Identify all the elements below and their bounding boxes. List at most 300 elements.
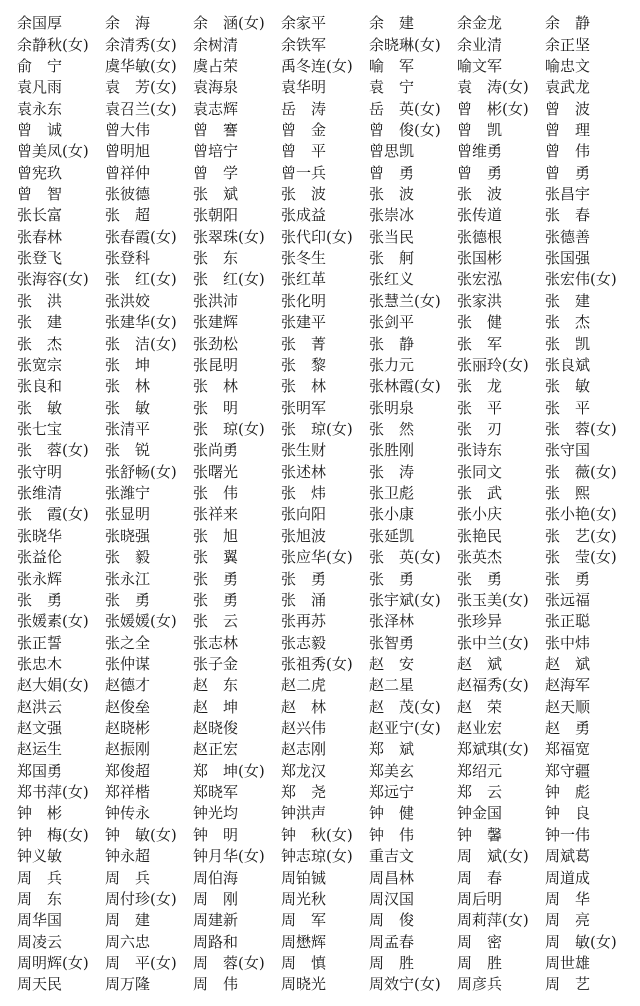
name-cell: 张 波 xyxy=(281,185,327,204)
name-cell: 张明泉 xyxy=(369,398,415,417)
name-cell: 岳 涛 xyxy=(281,99,327,118)
name-cell: 周后明 xyxy=(457,889,503,908)
name-cell: 张建平 xyxy=(281,313,327,332)
name-cell: 张应华(女) xyxy=(281,548,353,567)
name-cell: 曾培宁 xyxy=(193,142,239,161)
name-cell: 张 平 xyxy=(545,398,591,417)
name-cell: 郑福宽 xyxy=(545,740,591,759)
name-cell: 张智勇 xyxy=(369,633,415,652)
name-cell: 袁志辉 xyxy=(193,99,239,118)
name-cell: 张良斌 xyxy=(545,355,591,374)
name-cell: 曾 凯 xyxy=(457,120,503,139)
name-cell: 钟 彪 xyxy=(545,783,591,802)
name-cell: 曾 彬(女) xyxy=(457,99,529,118)
name-cell: 余树清 xyxy=(193,35,239,54)
name-cell: 赵兴伟 xyxy=(281,719,327,738)
name-cell: 曾维勇 xyxy=(457,142,503,161)
name-cell: 周伯海 xyxy=(193,868,239,887)
name-cell: 曾明旭 xyxy=(105,142,151,161)
name-row xyxy=(17,462,633,483)
name-cell: 赵晓彬 xyxy=(105,719,151,738)
name-cell: 张 波 xyxy=(457,185,503,204)
name-cell: 赵 勇 xyxy=(545,719,591,738)
name-cell: 赵 斌 xyxy=(457,654,503,673)
name-cell: 喻文军 xyxy=(457,56,503,75)
name-cell: 钟 伟 xyxy=(369,825,415,844)
name-cell: 张尚勇 xyxy=(193,441,239,460)
name-cell: 张 坤 xyxy=(105,355,151,374)
name-cell: 张 黎 xyxy=(281,355,327,374)
name-cell: 张 炜 xyxy=(281,484,327,503)
name-row xyxy=(17,675,633,696)
name-cell: 周 春 xyxy=(457,868,503,887)
name-cell: 郑俊超 xyxy=(105,761,151,780)
name-cell: 张翠珠(女) xyxy=(193,227,265,246)
name-cell: 张潍宁 xyxy=(105,484,151,503)
name-cell: 张小康 xyxy=(369,505,415,524)
name-cell: 曾 理 xyxy=(545,120,591,139)
name-cell: 张诗东 xyxy=(457,441,503,460)
name-cell: 曾 勇 xyxy=(545,163,591,182)
name-cell: 张宏伟(女) xyxy=(545,270,617,289)
name-row xyxy=(17,355,633,376)
name-cell: 张胜刚 xyxy=(369,441,415,460)
name-cell: 张长富 xyxy=(17,206,63,225)
name-cell: 张 云 xyxy=(193,612,239,631)
name-row xyxy=(17,376,633,397)
name-cell: 周 华 xyxy=(545,889,591,908)
name-cell: 张七宝 xyxy=(17,420,63,438)
name-cell: 张 静 xyxy=(369,334,415,353)
name-cell: 张 莹(女) xyxy=(545,548,617,567)
name-cell: 张 翼 xyxy=(193,548,239,567)
name-cell: 郑书萍(女) xyxy=(17,783,89,802)
name-cell: 赵亚宁(女) xyxy=(369,719,441,738)
name-cell: 张向阳 xyxy=(281,505,327,524)
name-cell: 张延凯 xyxy=(369,526,415,545)
name-cell: 周昌林 xyxy=(369,868,415,887)
name-cell: 张子金 xyxy=(193,654,239,673)
name-cell: 钟 秋(女) xyxy=(281,825,353,844)
name-cell: 曾 平 xyxy=(281,142,327,161)
name-cell: 张 蓉(女) xyxy=(545,420,617,438)
name-cell: 张 勇 xyxy=(457,569,503,588)
name-cell: 张 熙 xyxy=(545,484,591,503)
name-cell: 钟传永 xyxy=(105,804,151,823)
name-cell: 周晓光 xyxy=(281,975,327,994)
name-cell: 赵 林 xyxy=(281,697,327,716)
name-cell: 张丽玲(女) xyxy=(457,355,529,374)
name-cell: 曾 勇 xyxy=(457,163,503,182)
name-cell: 张中兰(女) xyxy=(457,633,529,652)
name-cell: 周天民 xyxy=(17,975,63,994)
name-cell: 张化明 xyxy=(281,291,327,310)
name-row xyxy=(17,141,633,162)
name-cell: 张良和 xyxy=(17,377,63,396)
name-cell: 张国彬 xyxy=(457,249,503,268)
name-row xyxy=(17,205,633,226)
name-cell: 张维清 xyxy=(17,484,63,503)
name-row xyxy=(17,419,633,440)
name-cell: 周莉萍(女) xyxy=(457,911,529,930)
name-cell: 张代印(女) xyxy=(281,227,353,246)
name-cell: 钟月华(女) xyxy=(193,847,265,866)
name-cell: 张 斌 xyxy=(193,185,239,204)
name-cell: 钟一伟 xyxy=(545,825,591,844)
name-cell: 郑绍元 xyxy=(457,761,503,780)
name-cell: 张 东 xyxy=(193,249,239,268)
name-row xyxy=(17,739,633,760)
name-cell: 周光秋 xyxy=(281,889,327,908)
name-cell: 郑 斌 xyxy=(369,740,415,759)
name-cell: 周世雄 xyxy=(545,953,591,972)
name-cell: 袁永东 xyxy=(17,99,63,118)
name-cell: 赵 茂(女) xyxy=(369,697,441,716)
name-cell: 张晓强 xyxy=(105,526,151,545)
name-cell: 钟 敏(女) xyxy=(105,825,177,844)
name-row xyxy=(17,547,633,568)
name-cell: 张卫彪 xyxy=(369,484,415,503)
name-cell: 张 勇 xyxy=(193,590,239,609)
name-cell: 余国厚 xyxy=(17,14,63,33)
name-cell: 张明军 xyxy=(281,398,327,417)
name-cell: 张林霞(女) xyxy=(369,377,441,396)
name-cell: 张 凯 xyxy=(545,334,591,353)
name-cell: 张益伦 xyxy=(17,548,63,567)
name-cell: 周效宁(女) xyxy=(369,975,441,994)
name-cell: 赵文强 xyxy=(17,719,63,738)
name-cell: 曾 俊(女) xyxy=(369,120,441,139)
name-cell: 张崇冰 xyxy=(369,206,415,225)
name-cell: 周铂铖 xyxy=(281,868,327,887)
name-cell: 曾 謇 xyxy=(193,120,239,139)
name-cell: 张仲谋 xyxy=(105,654,151,673)
name-cell: 余 海 xyxy=(105,14,151,33)
name-cell: 张志林 xyxy=(193,633,239,652)
name-cell: 张德善 xyxy=(545,227,591,246)
name-cell: 重吉文 xyxy=(369,847,415,866)
name-cell: 张清平 xyxy=(105,420,151,438)
name-cell: 张 勇 xyxy=(545,569,591,588)
name-cell: 曾祥仲 xyxy=(105,163,151,182)
name-row xyxy=(17,483,633,504)
name-cell: 张 建 xyxy=(17,313,63,332)
name-row xyxy=(17,697,633,718)
name-cell: 曾 诚 xyxy=(17,120,63,139)
name-cell: 张建华(女) xyxy=(105,313,177,332)
name-cell: 周 兵 xyxy=(17,868,63,887)
name-cell: 袁华明 xyxy=(281,78,327,97)
name-cell: 周凌云 xyxy=(17,932,63,951)
name-cell: 郑 云 xyxy=(457,783,503,802)
name-cell: 周斌葛 xyxy=(545,847,591,866)
name-cell: 袁武龙 xyxy=(545,78,591,97)
name-row xyxy=(17,56,633,77)
name-cell: 周建新 xyxy=(193,911,239,930)
name-cell: 虞华敏(女) xyxy=(105,56,177,75)
name-cell: 张晓华 xyxy=(17,526,63,545)
name-cell: 周 东 xyxy=(17,889,63,908)
name-row xyxy=(17,248,633,269)
name-cell: 袁召兰(女) xyxy=(105,99,177,118)
name-cell: 赵 荣 xyxy=(457,697,503,716)
name-cell: 周 俊 xyxy=(369,911,415,930)
name-cell: 赵 安 xyxy=(369,654,415,673)
name-cell: 钟永超 xyxy=(105,847,151,866)
name-cell: 郑美玄 xyxy=(369,761,415,780)
name-cell: 张艳民 xyxy=(457,526,503,545)
name-cell: 周 蓉(女) xyxy=(193,953,265,972)
name-cell: 张 涛 xyxy=(369,462,415,481)
name-cell: 周付珍(女) xyxy=(105,889,177,908)
name-cell: 张 涌 xyxy=(281,590,327,609)
name-cell: 赵业宏 xyxy=(457,719,503,738)
name-row xyxy=(17,590,633,611)
name-cell: 张 明 xyxy=(193,398,239,417)
name-cell: 张再苏 xyxy=(281,612,327,631)
name-cell: 张 龙 xyxy=(457,377,503,396)
name-row xyxy=(17,163,633,184)
name-cell: 张 武 xyxy=(457,484,503,503)
name-cell: 张春霞(女) xyxy=(105,227,177,246)
name-cell: 张玉美(女) xyxy=(457,590,529,609)
name-cell: 赵俊垒 xyxy=(105,697,151,716)
name-cell: 张永江 xyxy=(105,569,151,588)
name-row xyxy=(17,34,633,55)
name-cell: 张媛素(女) xyxy=(17,612,89,631)
name-row xyxy=(17,397,633,418)
name-cell: 赵德才 xyxy=(105,676,151,695)
name-cell: 张正誓 xyxy=(17,633,63,652)
name-cell: 张旭波 xyxy=(281,526,327,545)
name-cell: 张 军 xyxy=(457,334,503,353)
name-cell: 张登科 xyxy=(105,249,151,268)
name-cell: 张 舸 xyxy=(369,249,415,268)
name-row xyxy=(17,526,633,547)
name-cell: 赵福秀(女) xyxy=(457,676,529,695)
name-row xyxy=(17,504,633,525)
name-cell: 张 蓉(女) xyxy=(17,441,89,460)
name-row xyxy=(17,13,633,34)
name-cell: 曾 学 xyxy=(193,163,239,182)
name-cell: 赵洪云 xyxy=(17,697,63,716)
name-cell: 张述林 xyxy=(281,462,327,481)
name-cell: 郑守疆 xyxy=(545,761,591,780)
name-cell: 周 胜 xyxy=(369,953,415,972)
name-cell: 余 静 xyxy=(545,14,591,33)
name-cell: 张 勇 xyxy=(281,569,327,588)
name-cell: 余 涵(女) xyxy=(193,14,265,33)
name-cell: 张曙光 xyxy=(193,462,239,481)
name-cell: 张 林 xyxy=(281,377,327,396)
name-cell: 郑远宁 xyxy=(369,783,415,802)
name-cell: 张永辉 xyxy=(17,569,63,588)
name-cell: 张媛媛(女) xyxy=(105,612,177,631)
name-cell: 钟 彬 xyxy=(17,804,63,823)
name-cell: 周路和 xyxy=(193,932,239,951)
name-cell: 曾 智 xyxy=(17,185,63,204)
name-row xyxy=(17,120,633,141)
name-cell: 张春林 xyxy=(17,227,63,246)
name-cell: 张之全 xyxy=(105,633,151,652)
name-row xyxy=(17,782,633,803)
name-cell: 余铁军 xyxy=(281,35,327,54)
name-cell: 袁 芳(女) xyxy=(105,78,177,97)
name-cell: 张 红(女) xyxy=(193,270,265,289)
name-cell: 喻忠文 xyxy=(545,56,591,75)
name-cell: 张 红(女) xyxy=(105,270,177,289)
name-cell: 张 刃 xyxy=(457,420,503,438)
name-cell: 郑 尧 xyxy=(281,783,327,802)
name-cell: 余清秀(女) xyxy=(105,35,177,54)
name-cell: 赵天顺 xyxy=(545,697,591,716)
name-cell: 周 军 xyxy=(281,911,327,930)
name-cell: 曾 勇 xyxy=(369,163,415,182)
name-cell: 钟 馨 xyxy=(457,825,503,844)
name-row xyxy=(17,889,633,910)
name-cell: 张传道 xyxy=(457,206,503,225)
name-cell: 张洪姣 xyxy=(105,291,151,310)
name-cell: 张建辉 xyxy=(193,313,239,332)
name-row xyxy=(17,974,633,995)
name-cell: 郑国勇 xyxy=(17,761,63,780)
name-cell: 钟 良 xyxy=(545,804,591,823)
name-cell: 张 伟 xyxy=(193,484,239,503)
name-cell: 周懋辉 xyxy=(281,932,327,951)
name-cell: 张 洁(女) xyxy=(105,334,177,353)
name-cell: 袁海泉 xyxy=(193,78,239,97)
name-list-grid xyxy=(17,13,633,996)
name-cell: 张红革 xyxy=(281,270,327,289)
name-cell: 钟光均 xyxy=(193,804,239,823)
name-row xyxy=(17,654,633,675)
name-cell: 赵 坤 xyxy=(193,697,239,716)
name-cell: 张 然 xyxy=(369,420,415,438)
name-cell: 曾 波 xyxy=(545,99,591,118)
name-cell: 张 锐 xyxy=(105,441,151,460)
name-row xyxy=(17,77,633,98)
name-cell: 张当民 xyxy=(369,227,415,246)
name-cell: 张剑平 xyxy=(369,313,415,332)
name-cell: 张成益 xyxy=(281,206,327,225)
name-cell: 钟志琼(女) xyxy=(281,847,353,866)
name-cell: 周 慎 xyxy=(281,953,327,972)
name-cell: 张志毅 xyxy=(281,633,327,652)
name-cell: 张国强 xyxy=(545,249,591,268)
name-row xyxy=(17,184,633,205)
name-cell: 钟洪声 xyxy=(281,804,327,823)
name-cell: 张宇斌(女) xyxy=(369,590,441,609)
name-cell: 钟 健 xyxy=(369,804,415,823)
name-cell: 周彦兵 xyxy=(457,975,503,994)
name-row xyxy=(17,803,633,824)
name-cell: 周 斌(女) xyxy=(457,847,529,866)
name-cell: 周孟春 xyxy=(369,932,415,951)
name-cell: 虞占荣 xyxy=(193,56,239,75)
name-cell: 曾思凯 xyxy=(369,142,415,161)
name-cell: 余业清 xyxy=(457,35,503,54)
name-row xyxy=(17,440,633,461)
name-cell: 张宽宗 xyxy=(17,355,63,374)
name-cell: 张朝阳 xyxy=(193,206,239,225)
name-cell: 周六忠 xyxy=(105,932,151,951)
name-row xyxy=(17,269,633,290)
name-cell: 张昌宇 xyxy=(545,185,591,204)
name-cell: 周 亮 xyxy=(545,911,591,930)
name-cell: 赵晓俊 xyxy=(193,719,239,738)
name-cell: 郑龙汉 xyxy=(281,761,327,780)
name-cell: 张冬生 xyxy=(281,249,327,268)
name-cell: 张 杰 xyxy=(17,334,63,353)
name-cell: 张珍异 xyxy=(457,612,503,631)
name-cell: 张昆明 xyxy=(193,355,239,374)
name-cell: 曾美凤(女) xyxy=(17,142,89,161)
name-row xyxy=(17,611,633,632)
name-cell: 余静秋(女) xyxy=(17,35,89,54)
name-cell: 张小艳(女) xyxy=(545,505,617,524)
name-cell: 张正聪 xyxy=(545,612,591,631)
name-cell: 张 旭 xyxy=(193,526,239,545)
name-cell: 赵二星 xyxy=(369,676,415,695)
name-cell: 赵运生 xyxy=(17,740,63,759)
name-cell: 张英杰 xyxy=(457,548,503,567)
name-cell: 周 艺 xyxy=(545,975,591,994)
name-cell: 郑斌琪(女) xyxy=(457,740,529,759)
name-cell: 张守国 xyxy=(545,441,591,460)
name-row xyxy=(17,227,633,248)
name-cell: 赵振刚 xyxy=(105,740,151,759)
name-cell: 喻 军 xyxy=(369,56,415,75)
name-cell: 张祥来 xyxy=(193,505,239,524)
name-cell: 余晓琳(女) xyxy=(369,35,441,54)
name-cell: 岳 英(女) xyxy=(369,99,441,118)
name-cell: 赵海军 xyxy=(545,676,591,695)
name-cell: 张泽林 xyxy=(369,612,415,631)
name-cell: 张 超 xyxy=(105,206,151,225)
name-cell: 张中炜 xyxy=(545,633,591,652)
name-cell: 张洪沛 xyxy=(193,291,239,310)
name-cell: 张 琼(女) xyxy=(193,420,265,438)
name-cell: 袁凡雨 xyxy=(17,78,63,97)
name-cell: 余家平 xyxy=(281,14,327,33)
name-cell: 周 伟 xyxy=(193,975,239,994)
name-row xyxy=(17,291,633,312)
name-cell: 曾宪玖 xyxy=(17,163,63,182)
name-row xyxy=(17,333,633,354)
name-cell: 张力元 xyxy=(369,355,415,374)
name-cell: 张 洪 xyxy=(17,291,63,310)
name-cell: 张 霞(女) xyxy=(17,505,89,524)
name-cell: 周 建 xyxy=(105,911,151,930)
name-row xyxy=(17,761,633,782)
name-cell: 张红义 xyxy=(369,270,415,289)
name-cell: 钟义敏 xyxy=(17,847,63,866)
name-row xyxy=(17,846,633,867)
name-cell: 张 敏 xyxy=(105,398,151,417)
name-cell: 钟 明 xyxy=(193,825,239,844)
name-cell: 余 建 xyxy=(369,14,415,33)
name-row xyxy=(17,910,633,931)
name-cell: 张舒畅(女) xyxy=(105,462,177,481)
name-cell: 张同文 xyxy=(457,462,503,481)
name-cell: 张 毅 xyxy=(105,548,151,567)
name-row xyxy=(17,867,633,888)
name-cell: 张 薇(女) xyxy=(545,462,617,481)
name-cell: 张 菁 xyxy=(281,334,327,353)
name-cell: 周 敏(女) xyxy=(545,932,617,951)
name-row xyxy=(17,632,633,653)
name-row xyxy=(17,312,633,333)
